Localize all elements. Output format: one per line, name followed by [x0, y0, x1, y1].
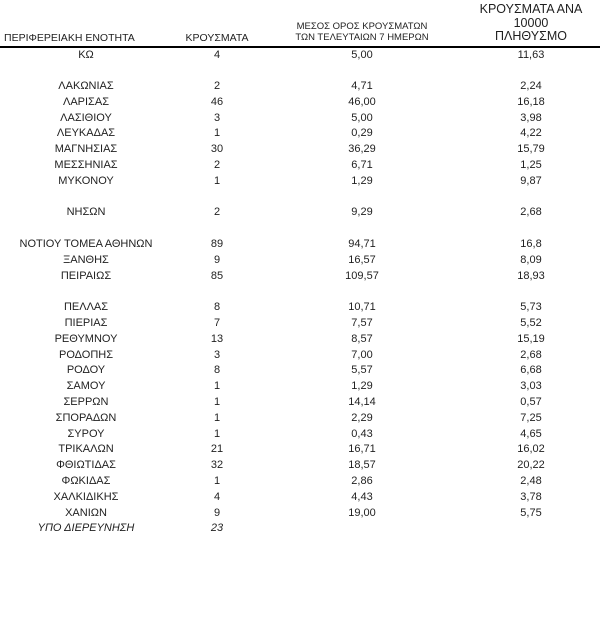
table-cell-avg7: 94,71 [348, 238, 376, 251]
table-cell-region: ΥΠΟ ΔΙΕΡΕΥΝΗΣΗ [37, 522, 135, 535]
column-header-region-label: ΠΕΡΙΦΕΡΕΙΑΚΗ ΕΝΟΤΗΤΑ [4, 31, 135, 44]
table-cell-avg7 [262, 521, 462, 537]
table-cell-cases: 8 [213, 301, 221, 314]
table-body [0, 47, 600, 538]
table-cell-cases: 30 [210, 143, 224, 156]
table-cell-region [0, 190, 172, 206]
table-cell-per10k [462, 63, 600, 79]
table-cell-avg7: 0,43 [351, 427, 373, 440]
table-row [0, 427, 600, 443]
table-cell-avg7: 16,71 [348, 443, 376, 456]
table-row [0, 95, 600, 111]
table-cell-cases [172, 221, 262, 237]
table-cell-per10k: 5,52 [520, 317, 542, 330]
table-cell-cases: 1 [213, 174, 221, 187]
table-cell-avg7: 109,57 [345, 269, 379, 282]
table-cell-region: ΠΙΕΡΙΑΣ [64, 317, 108, 330]
table-cell-per10k: 11,63 [517, 48, 545, 61]
table-row [0, 253, 600, 269]
table-cell-cases: 1 [213, 427, 221, 440]
table-cell-cases [172, 284, 262, 300]
table-cell-avg7 [262, 63, 462, 79]
table-row [0, 411, 600, 427]
table-cell-cases: 4 [213, 490, 221, 503]
table-cell-region: ΣΠΟΡΑΔΩΝ [55, 411, 117, 424]
table-row [0, 111, 600, 127]
table-cell-cases: 9 [213, 253, 221, 266]
column-header-avg7-line2: ΤΩΝ ΤΕΛΕΥΤΑΙΩΝ 7 ΗΜΕΡΩΝ [295, 32, 429, 43]
table-cell-region [0, 221, 172, 237]
table-cell-per10k: 18,93 [517, 269, 545, 282]
table-row [0, 237, 600, 253]
table-cell-per10k [462, 190, 600, 206]
table-cell-avg7: 2,29 [351, 411, 373, 424]
table-cell-per10k: 0,57 [520, 396, 542, 409]
table-row [0, 395, 600, 411]
table-row [0, 126, 600, 142]
table-cell-avg7: 4,71 [351, 80, 373, 93]
table-cell-per10k: 16,18 [517, 95, 545, 108]
table-row [0, 47, 600, 64]
table-cell-region: ΛΕΥΚΑΔΑΣ [56, 127, 116, 140]
table-cell-per10k: 9,87 [520, 174, 542, 187]
table-cell-region: ΛΑΣΙΘΙΟΥ [60, 111, 112, 124]
table-row [0, 458, 600, 474]
table-row [0, 474, 600, 490]
table-cell-cases: 3 [213, 348, 221, 361]
column-header-per10k-line2: ΠΛΗΘΥΣΜΟ [495, 29, 567, 43]
table-cell-region: ΡΟΔΟΥ [66, 364, 106, 377]
table-cell-avg7: 8,57 [351, 332, 373, 345]
table-cell-region: ΜΑΓΝΗΣΙΑΣ [54, 143, 118, 156]
table-row [0, 506, 600, 522]
table-cell-cases [172, 63, 262, 79]
table-cell-avg7: 18,57 [348, 459, 376, 472]
table-cell-avg7: 16,57 [348, 253, 376, 266]
table-cell-per10k: 6,68 [520, 364, 542, 377]
table-cell-avg7: 9,29 [351, 206, 373, 219]
table-cell-avg7 [262, 190, 462, 206]
table-row [0, 205, 600, 221]
table-row [0, 379, 600, 395]
table-cell-per10k: 2,24 [520, 80, 542, 93]
table-cell-per10k: 16,02 [517, 443, 545, 456]
table-cell-per10k: 8,09 [520, 253, 542, 266]
column-header-cases-label: ΚΡΟΥΣΜΑΤΑ [185, 31, 249, 44]
table-cell-per10k: 2,68 [520, 206, 542, 219]
table-cell-region: ΦΘΙΩΤΙΔΑΣ [56, 459, 116, 472]
table-cell-cases: 85 [210, 269, 224, 282]
table-cell-per10k [462, 284, 600, 300]
table-cell-avg7: 7,57 [351, 317, 373, 330]
table-cell-per10k: 3,03 [520, 380, 542, 393]
table-cell-per10k: 1,25 [520, 159, 542, 172]
table-cell-cases: 1 [213, 380, 221, 393]
table-cell-per10k: 5,73 [520, 301, 542, 314]
table-cell-region [0, 284, 172, 300]
table-cell-per10k: 3,78 [520, 490, 542, 503]
column-header-region [0, 0, 172, 47]
table-cell-avg7: 19,00 [348, 506, 376, 519]
table-cell-avg7: 7,00 [351, 348, 373, 361]
table-cell-region: ΤΡΙΚΑΛΩΝ [58, 443, 114, 456]
table-cell-cases: 13 [210, 332, 224, 345]
table-cell-cases: 2 [213, 206, 221, 219]
table-cell-region: ΝΟΤΙΟΥ ΤΟΜΕΑ ΑΘΗΝΩΝ [19, 238, 153, 251]
table-cell-cases: 46 [210, 95, 224, 108]
table-cell-region: ΡΟΔΟΠΗΣ [58, 348, 114, 361]
table-cell-per10k: 3,98 [520, 111, 542, 124]
table-cell-cases [172, 190, 262, 206]
table-cell-per10k: 15,19 [517, 332, 545, 345]
table-cell-region: ΦΩΚΙΔΑΣ [61, 475, 111, 488]
table-cell-avg7: 5,00 [351, 111, 373, 124]
table-cell-cases: 32 [210, 459, 224, 472]
table-cell-region: ΣΕΡΡΩΝ [63, 396, 109, 409]
table-cell-region [0, 63, 172, 79]
table-row [0, 79, 600, 95]
table-cell-cases: 23 [210, 522, 224, 535]
table-cell-avg7 [262, 221, 462, 237]
column-header-per10k-line1: ΚΡΟΥΣΜΑΤΑ ΑΝΑ 10000 [479, 2, 583, 30]
table-row [0, 174, 600, 190]
table-cell-region: ΣΑΜΟΥ [66, 380, 106, 393]
table-row [0, 269, 600, 285]
table-row [0, 490, 600, 506]
table-row [0, 348, 600, 364]
table-cell-per10k: 4,22 [520, 127, 542, 140]
table-cell-avg7: 2,86 [351, 475, 373, 488]
table-cell-avg7: 5,57 [351, 364, 373, 377]
table-row [0, 158, 600, 174]
table-cell-region: ΛΑΡΙΣΑΣ [62, 95, 109, 108]
table-cell-region: ΠΕΛΛΑΣ [63, 301, 109, 314]
spacer-row [0, 190, 600, 206]
table-cell-avg7: 1,29 [351, 174, 373, 187]
column-header-avg7 [262, 0, 462, 47]
table-row [0, 363, 600, 379]
table-cell-cases: 9 [213, 506, 221, 519]
table-cell-avg7: 36,29 [348, 143, 376, 156]
table-cell-per10k [462, 221, 600, 237]
spacer-row [0, 284, 600, 300]
table-cell-cases: 21 [210, 443, 224, 456]
table-cell-region: ΜΥΚΟΝΟΥ [58, 174, 114, 187]
table-cell-region: ΞΑΝΘΗΣ [63, 253, 109, 266]
table-cell-region: ΛΑΚΩΝΙΑΣ [58, 80, 114, 93]
column-header-per10k [462, 0, 600, 47]
table-cell-avg7: 10,71 [348, 301, 376, 314]
table-header-row [0, 0, 600, 47]
table-cell-region: ΜΕΣΣΗΝΙΑΣ [54, 159, 118, 172]
table-cell-per10k: 16,8 [520, 238, 542, 251]
table-cell-cases: 2 [213, 80, 221, 93]
table-row [0, 442, 600, 458]
table-cell-region: ΡΕΘΥΜΝΟΥ [54, 332, 118, 345]
table-cell-avg7: 14,14 [348, 396, 376, 409]
table-cell-cases: 3 [213, 111, 221, 124]
spacer-row [0, 63, 600, 79]
table-cell-cases: 8 [213, 364, 221, 377]
table-cell-cases: 1 [213, 411, 221, 424]
table-row [0, 316, 600, 332]
table-cell-region: ΣΥΡΟΥ [67, 427, 105, 440]
table-cell-per10k [462, 521, 600, 537]
table-cell-region: ΝΗΣΩΝ [66, 206, 106, 219]
table-cell-region: ΧΑΛΚΙΔΙΚΗΣ [53, 490, 119, 503]
table-cell-cases: 1 [213, 396, 221, 409]
column-header-cases [172, 0, 262, 47]
table-cell-region: ΧΑΝΙΩΝ [65, 506, 107, 519]
table-cell-cases: 2 [213, 159, 221, 172]
table-cell-cases: 89 [210, 238, 224, 251]
table-cell-per10k: 7,25 [520, 411, 542, 424]
table-cell-cases: 7 [213, 317, 221, 330]
table-row [0, 332, 600, 348]
table-row [0, 142, 600, 158]
table-cell-avg7: 5,00 [351, 48, 373, 61]
table-cell-avg7 [262, 284, 462, 300]
table-cell-avg7: 4,43 [351, 490, 373, 503]
table-row [0, 300, 600, 316]
table-cell-per10k: 20,22 [517, 459, 545, 472]
table-cell-per10k: 15,79 [517, 143, 545, 156]
table-row [0, 521, 600, 537]
table-cell-region: ΚΩ [78, 48, 94, 61]
table-cell-per10k: 2,48 [520, 475, 542, 488]
table-cell-cases: 1 [213, 127, 221, 140]
table-cell-per10k: 4,65 [520, 427, 542, 440]
spacer-row [0, 221, 600, 237]
table-cell-per10k: 2,68 [520, 348, 542, 361]
column-header-avg7-line1: ΜΕΣΟΣ ΟΡΟΣ ΚΡΟΥΣΜΑΤΩΝ [296, 20, 428, 32]
table-cell-avg7: 46,00 [348, 95, 376, 108]
table-cell-cases: 1 [213, 475, 221, 488]
table-cell-avg7: 1,29 [351, 380, 373, 393]
table-cell-avg7: 6,71 [351, 159, 373, 172]
table-cell-cases: 4 [213, 48, 221, 61]
table-cell-per10k: 5,75 [520, 506, 542, 519]
table-cell-region: ΠΕΙΡΑΙΩΣ [60, 269, 112, 282]
table-cell-avg7: 0,29 [351, 127, 373, 140]
